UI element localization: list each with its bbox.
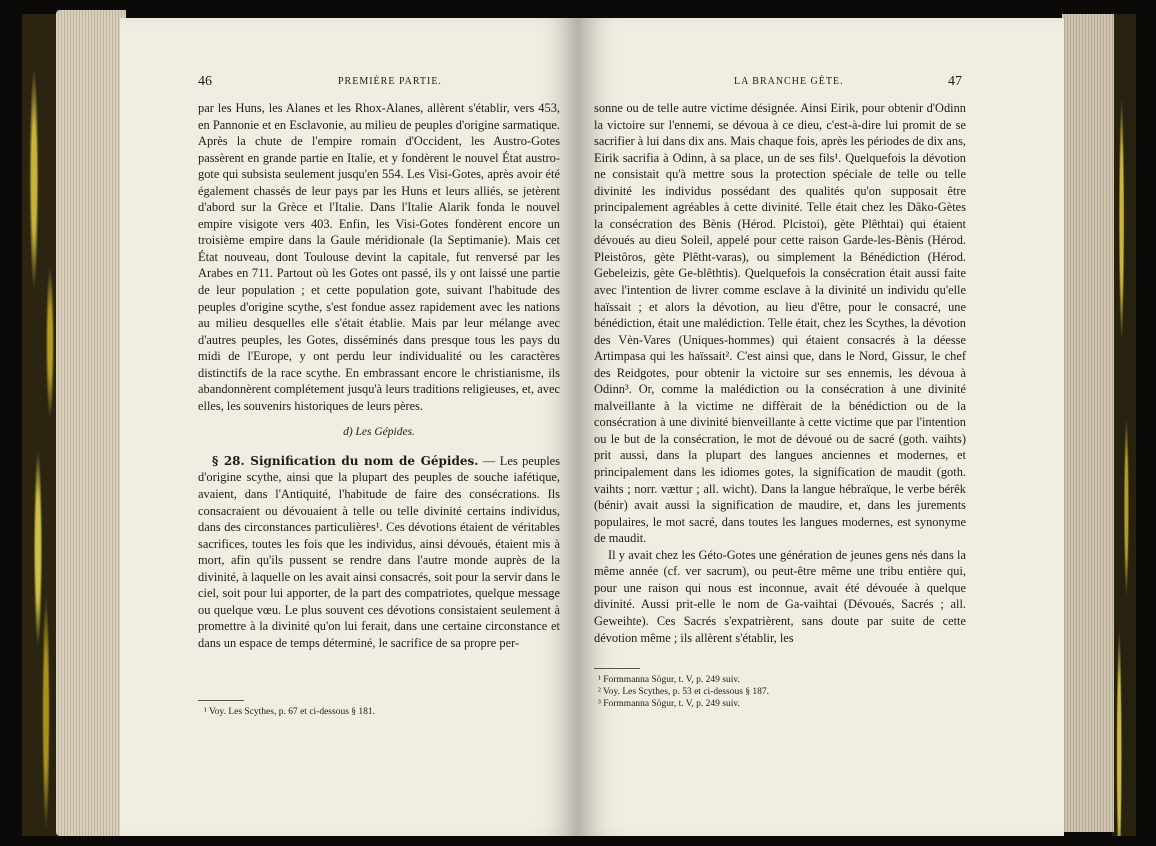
right-paragraph-2: Il y avait chez les Géto-Gotes une génération de jeunes gens nés dans la même année (cf. ver sacrum), ou peut-être même une tribu entière qui, pour une raison qui nous est inconnue, avait été dévouée à quelque divinité. Aussi prit-elle le nom de Ga-vaihtai (Dévoués, Sacrés ; all. Geweihte). Ces Sacrés s'expatrièrent, sans doute par suite de cette dévotion même ; ils allèrent s'établir, les [594,547,966,645]
left-page [120,18,578,836]
left-footnote-rule [198,700,244,701]
right-footnotes [598,674,966,710]
left-body [198,100,560,652]
right-running-header: LA BRANCHE GÈTE. [734,76,844,87]
left-running-header: PREMIÈRE PARTIE. [338,76,442,87]
right-footnote-1: ¹ Formmanna Sögur, t. V, p. 249 suiv. [598,675,740,685]
left-page-number: 46 [198,74,212,89]
right-footnote-3: ³ Formmanna Sögur, t. V, p. 249 suiv. [598,699,740,709]
left-subheading: d) Les Gépides. [343,426,415,439]
left-footnote: ¹ Voy. Les Scythes, p. 67 et ci-dessous § 181. [204,707,376,717]
marbled-cover-right [1112,14,1136,836]
right-page-number: 47 [948,74,962,89]
right-page [578,18,1064,836]
right-footnote-2: ² Voy. Les Scythes, p. 53 et ci-dessous § 187. [598,687,770,697]
left-paragraph-2 [198,453,560,652]
section-heading: § 28. Signification du nom de Gépides. [212,453,479,468]
page-edges-right [1062,14,1114,832]
page-edges-left [56,10,126,836]
left-paragraph-1: par les Huns, les Alanes et les Rhox-Alanes, allèrent s'établir, vers 453, en Pannonie et en Esclavonie, au milieu de peuples d'origine sarmatique. Après la chute de l'empire romain d'Occident, les Austro-Gotes passèrent en grande partie en Italie, et y fondèrent le nouvel État austro-gote qui subsista seulement jusqu'en 554. Les Visi-Gotes, après avoir été également chassés de leur pays par les Huns et leurs alliés, se jetèrent d'abord sur la Grèce et l'Italie. Dans l'Italie Alarik fonda le nouvel empire visigote vers 403. Enfin, les Visi-Gotes fondèrent encore un troisième empire dans la Gaule méridionale (la Septimanie). Mais cet État nouveau, dont Toulouse devint la capitale, fut renversé par les Arabes en 711. Partout où les Gotes ont passé, ils y ont laissé une partie de leur population ; et cette population gote, suivant l'habitude des peuples d'origine scythe, s'est fondue assez rapidement avec les nations au milieu desquelles elle s'était établie. Mais par leur mélange avec d'autres peuples, les Gotes, disséminés dans presque tous les pays du midi de l'Europe, y ont perdu leur individualité ou les caractères distinctifs de la race scythe. En embrassant encore le christianisme, ils abandonnèrent complétement jusqu'à leurs traditions religieuses, et, avec elles, les souvenirs historiques de leurs pères. [198,101,560,413]
right-body [594,100,966,646]
right-footnote-rule [594,668,640,669]
right-paragraph-1: sonne ou de telle autre victime désignée. Ainsi Eirik, pour obtenir d'Odinn la victoire sur l'ennemi, se dévoua à ce dieu, c'est-à-dire lui promit de se sacrifier à lui dans dix ans. Mais chaque fois, après les périodes de dix ans, Eirik sacrifia à Odinn, à sa place, un de ses fils¹. Quelquefois la dévotion ne consistait qu'à mettre sous la protection spéciale de telle ou telle divinité les individus possédant des qualités qu'on supposait être principalement agréables à cette divinité. Telle était chez les Dâko-Gètes la consécration des Bènis (Hérod. Plcistoi), gète Plêthtai) qui étaient dévoués au dieu Soleil, appelé pour cette raison Garde-les-Bènis (Hérod. Pleistôros, gète Plêtht-varas), ou simplement la Bénédiction (Hérod. Gebeleizis, gète Ge-blêthtis). Quelquefois la consécration était aussi faite avec l'intention de livrer comme esclave à la divinité un individu qu'elle haïssait ; et alors la dévotion, au lieu d'être, pour le consacré, une bénédiction, était une malédiction. Telle était, chez les Scythes, la dévotion des Vèn-Vares (Uniques-hommes) qui étaient consacrés à la déesse Artimpasa qui les haïssait². C'est ainsi que, dans le Nord, Gissur, le chef des Reidgotes, pour obtenir la victoire sur ses ennemis, les dévoua à Odinn³. Or, comme la malédiction ou la consécration à une divinité malveillante à la victime ne diffèrait de la bénédiction ou de la consécration à une divinité bienveillante à cette victime que par l'intention ou le but de la consécration, le mot de dévoué ou de sacré (goth. vaihts) prit aussi, dans la plupart des langues anciennes et modernes, et principalement dans les idiomes gotes, la signification de maudit (goth. vaihts ; norr. vættur ; all. wicht). Dans la langue hébraïque, le verbe bérêk (bénir) avait aussi la signification de maudire, et, dans les jurements populaires, le mot sacré, dans toutes les langues modernes, est synonyme de maudit. [594,101,966,546]
left-paragraph-2-text: — Les peuples d'origine scythe, ainsi que la plupart des peuples de souche iafétique, avaient, dans l'Antiquité, l'habitude de faire des consécrations. Ils consacraient ou dévouaient à telle ou telle divinité certains individus, dans des circonstances particulières¹. Ces dévotions étaient de véritables sacrifices, toutes les fois que les individus, ainsi dévoués, étaient mis à mort, afin qu'ils pussent se rendre dans l'autre monde auprès de la divinité, à laquelle on les avait ainsi consacrés, soit pour la servir dans le ciel, soit pour lui apporter, de la part des compatriotes, quelque message ou quelque vœu. Le plus souvent ces dévotions consistaient seulement à promettre à la divinité qu'on lui ferait, dans une certaine circonstance et dans un espace de temps déterminé, le sacrifice de sa propre per- [198,453,560,650]
